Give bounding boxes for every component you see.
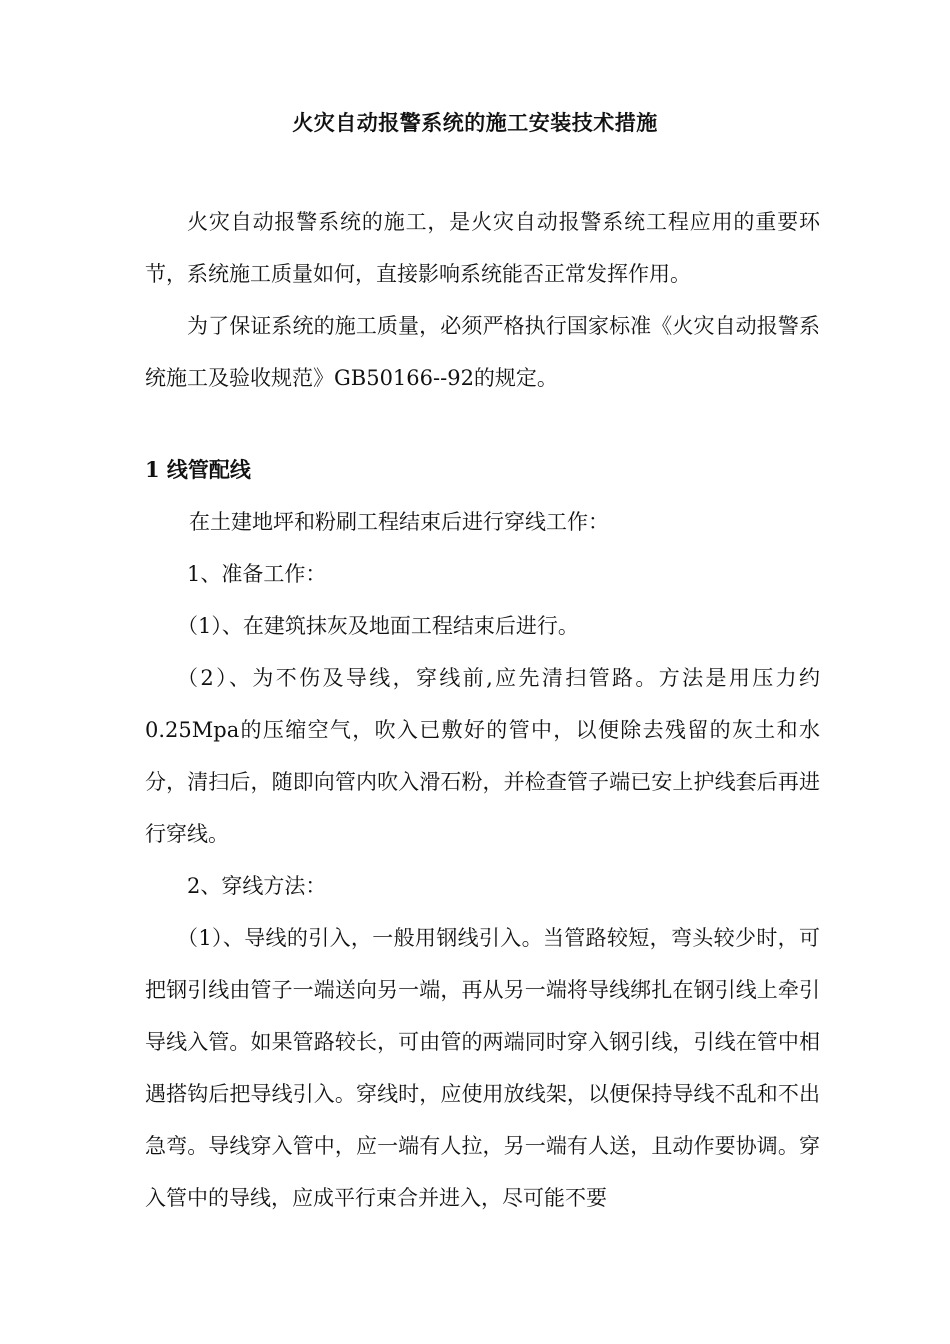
section-1	[145, 444, 820, 1224]
section-1-heading: 1 线管配线	[145, 457, 251, 482]
intro-paragraph-2: 为了保证系统的施工质量，必须严格执行国家标准《火灾自动报警系统施工及验收规范》GB50166--92的规定。	[145, 314, 820, 390]
section-1-paragraph: 2、穿线方法：	[187, 874, 327, 898]
intro-paragraph-1: 火灾自动报警系统的施工，是火灾自动报警系统工程应用的重要环节，系统施工质量如何，直接影响系统能否正常发挥作用。	[145, 210, 820, 286]
section-1-paragraph: （1）、在建筑抹灰及地面工程结束后进行。	[177, 614, 579, 638]
document-title: 火灾自动报警系统的施工安装技术措施	[292, 110, 658, 135]
section-1-paragraph: （1）、导线的引入，一般用钢线引入。当管路较短，弯头较少时，可把钢引线由管子一端送向另一端，再从另一端将导线绑扎在钢引线上牵引导线入管。如果管路较长，可由管的两端同时穿入钢引线，引线在管中相遇搭钩后把导线引入。穿线时，应使用放线架，以便保持导线不乱和不出急弯。导线穿入管中，应一端有人拉，另一端有人送，且动作要协调。穿入管中的导线，应成平行束合并进入，尽可能不要	[145, 926, 820, 1210]
section-1-paragraph: 在土建地坪和粉刷工程结束后进行穿线工作：	[189, 510, 609, 534]
intro-section	[145, 196, 820, 404]
section-1-paragraph: （2）、为不伤及导线，穿线前,应先清扫管路。方法是用压力约0.25Mpa的压缩空气，吹入已敷好的管中，以便除去残留的灰土和水分，清扫后，随即向管内吹入滑石粉，并检查管子端已安上护线套后再进行穿线。	[145, 666, 820, 846]
section-1-paragraph: 1、准备工作：	[187, 562, 327, 586]
